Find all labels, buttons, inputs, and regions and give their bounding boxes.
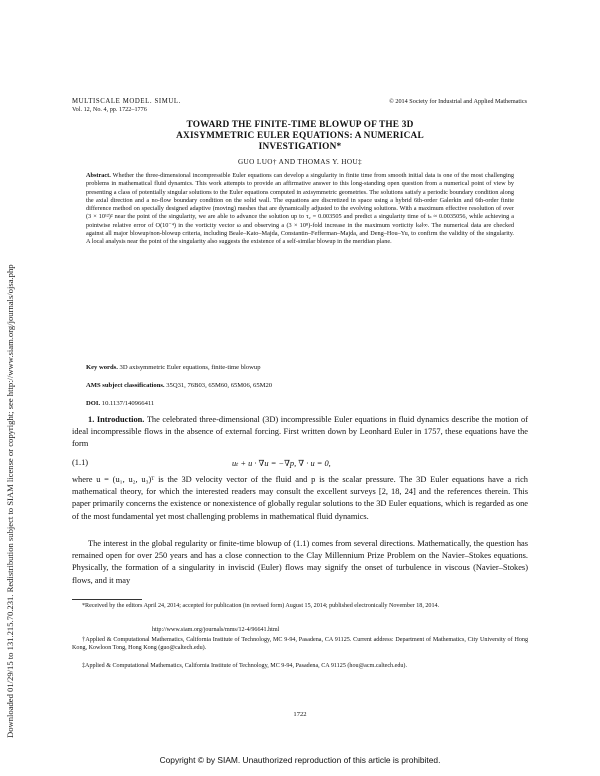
page-number: 1722 [293, 711, 307, 718]
abstract [86, 172, 514, 247]
equation-number: (1.1) [72, 458, 89, 467]
doi-label: DOI. [86, 400, 101, 407]
bottom-copyright: Copyright © by SIAM. Unauthorized reproduction of this article is prohibited. [159, 755, 441, 765]
ams-text: 35Q31, 76B03, 65M60, 65M06, 65M20 [166, 382, 273, 389]
authors: GUO LUO† AND THOMAS Y. HOU‡ [237, 158, 363, 166]
keywords [86, 364, 261, 371]
footnote-author-1: †Applied & Computational Mathematics, California Institute of Technology, MC 9-94, Pasadena, CA 91125. Current address: Department of Mathematics, City University of Hong Kong, Kowloon Tong, Hong Kong (guo@caltech.edu). [72, 637, 528, 651]
journal-copyright: © 2014 Society for Industrial and Applied Mathematics [389, 98, 527, 105]
equation-body: uₜ + u · ∇u = −∇p, ∇ · u = 0, [232, 459, 331, 468]
title-line: AXISYMMETRIC EULER EQUATIONS: A NUMERICAL [176, 131, 424, 141]
footnote-author-2: ‡Applied & Computational Mathematics, California Institute of Technology, MC 9-94, Pasadena, CA 91125 (hou@acm.caltech.edu). [82, 663, 407, 669]
journal-volume: Vol. 12, No. 4, pp. 1722–1776 [72, 106, 147, 113]
keywords-text: 3D axisymmetric Euler equations, finite-time blowup [119, 364, 261, 371]
doi-text: 10.1137/140966411 [101, 400, 155, 407]
footnote-received: *Received by the editors April 24, 2014; accepted for publication (in revised form) August 15, 2014; published electronically November 18, 2014. [82, 603, 440, 609]
journal-header [72, 98, 181, 114]
abstract-label: Abstract. [86, 172, 111, 179]
doi [86, 400, 154, 407]
intro-paragraph-3: The interest in the global regularity or finite-time blowup of (1.1) comes from several directions. Mathematically, the question has remained open for over 250 years and has a close connection to the Clay Millennium Prize Problem on the Navier–Stokes equations. Physically, the formation of a singularity in inviscid (Euler) flows may signify the onset of turbulence in viscous (Navier–Stokes) flows, and it may [72, 539, 528, 585]
ams-classifications [86, 382, 272, 389]
title-line: INVESTIGATION* [258, 142, 342, 152]
paper-title [72, 120, 528, 153]
intro-paragraph-2: where u = (u₁, u₂, u₃)ᵀ is the 3D velocity vector of the fluid and p is the scalar pressure. The 3D Euler equations have a rich mathematical theory, for which the interested readers may consult the excellent surveys [2, 18, 24] and the references therein. This paper primarily concerns the existence or nonexistence of globally regular solutions to the 3D Euler equations, which is regarded as one of the most fundamental yet most challenging problems in mathematical fluid dynamics. [72, 475, 528, 521]
title-line: TOWARD THE FINITE-TIME BLOWUP OF THE 3D [186, 120, 414, 130]
side-note-text: Downloaded 01/29/15 to 131.215.70.231. Redistribution subject to SIAM license or copyright; see http://www.siam.org/journals/ojsa.php [5, 264, 15, 738]
intro-paragraph-1 [72, 414, 528, 451]
footnote-rule [72, 599, 142, 600]
keywords-label: Key words. [86, 364, 118, 371]
section-heading: 1. Introduction. [88, 415, 145, 424]
ams-label: AMS subject classifications. [86, 382, 165, 389]
journal-name: MULTISCALE MODEL. SIMUL. [72, 98, 181, 105]
abstract-text: Whether the three-dimensional incompressible Euler equations can develop a singularity in finite time from smooth initial data is one of the most challenging problems in mathematical fluid dynamics. This work attempts to provide an affirmative answer to this long-standing open question from a numerical point of view by presenting a class of potentially singular solutions to the Euler equations computed in axisymmetric geometries. The solutions satisfy a periodic boundary condition along the axial direction and a no-flow boundary condition on the solid wall. The equations are discretized in space using a hybrid 6th-order Galerkin and 6th-order finite difference method on specially designed adaptive (moving) meshes that are dynamically adjusted to the evolving solutions. With a maximum effective resolution of over (3 × 10¹²)² near the point of the singularity, we are able to advance the solution up to τ₂ = 0.003505 and predict a singularity time of tₛ ≈ 0.0035056, while achieving a pointwise relative error of O(10⁻⁴) in the vorticity vector ω and observing a (3 × 10⁸)-fold increase in the maximum vorticity ‖ω‖∞. The numerical data are checked against all major blowup/non-blowup criteria, including Beale–Kato–Majda, Constantin–Fefferman–Majda, and Deng–Hou–Yu, to confirm the validity of the singularity. A local analysis near the point of the singularity also suggests the existence of a self-similar blowup in the meridian plane. [86, 172, 514, 246]
intro-p1-text: The celebrated three-dimensional (3D) incompressible Euler equations in fluid dynamics describe the motion of ideal incompressible flows in the absence of external forcing. First written down by Leonhard Euler in 1757, these equations have the form [72, 415, 528, 449]
download-side-note [4, 38, 18, 738]
footnote-url: http://www.siam.org/journals/mms/12-4/96641.html [152, 627, 280, 633]
